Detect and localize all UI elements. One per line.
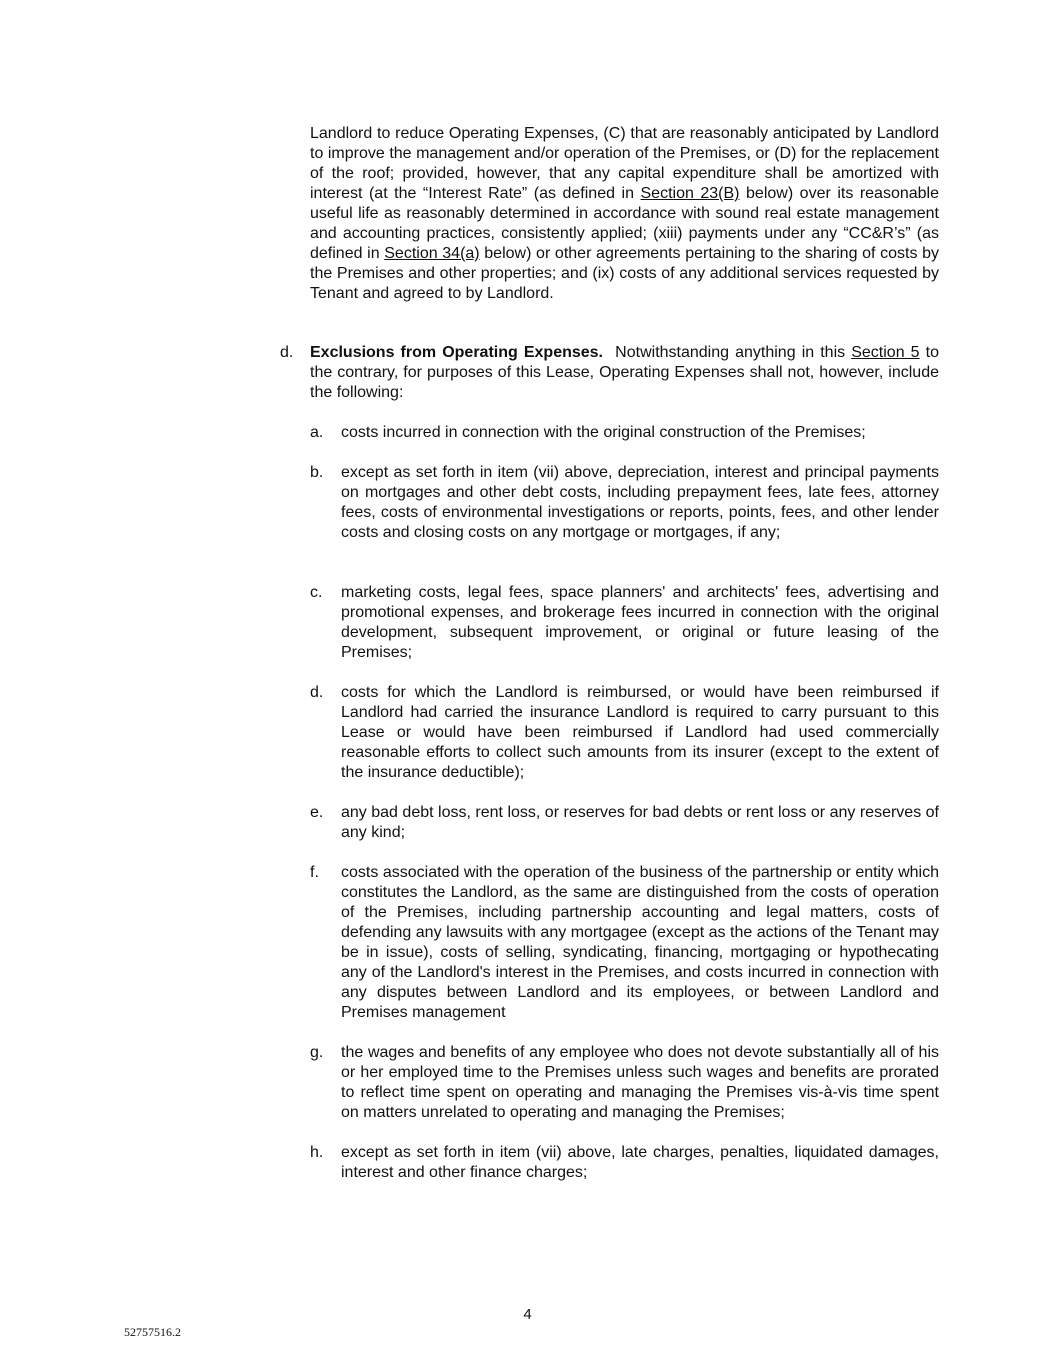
list-item-marker: e. [310, 804, 324, 821]
section-5-reference: Section 5 [851, 344, 920, 361]
list-item-marker: c. [310, 584, 323, 601]
section-d-heading: Exclusions from Operating Expenses. [310, 344, 604, 361]
section-d-text-1: Notwithstanding anything in this [603, 344, 852, 361]
page-number: 4 [523, 1306, 532, 1323]
list-item-marker: a. [310, 424, 324, 441]
section-d-text-2: to the contrary, for purposes of this Lease, Operating Expenses shall not, however, include the following: [310, 344, 940, 401]
section-d-body [310, 343, 939, 403]
list-item-marker: h. [310, 1144, 324, 1161]
continuation-paragraph [310, 124, 939, 304]
section-23b-reference: Section 23(B) [640, 185, 740, 202]
section-34a-reference: Section 34(a) [384, 245, 480, 262]
list-item-marker: f. [310, 864, 319, 881]
list-item-marker: d. [310, 684, 324, 701]
list-item-marker: b. [310, 464, 324, 481]
document-id: 52757516.2 [124, 1325, 181, 1339]
list-item-text: costs associated with the operation of the business of the partnership or entity which constitutes the Landlord, as the same are distinguished from the costs of operation of the Premises, including partnership accounting and legal matters, costs of defending any lawsuits with any mortgagee (except as the actions of the Tenant may be in issue), costs of selling, syndicating, financing, mortgaging or hypothecating any of the Landlord's interest in the Premises, and costs incurred in connection with any disputes between Landlord and its employees, or between Landlord and Premises management [341, 864, 939, 1021]
list-item-text: except as set forth in item (vii) above, late charges, penalties, liquidated damages, interest and other finance charges; [341, 1144, 939, 1181]
list-item-text: costs for which the Landlord is reimbursed, or would have been reimbursed if Landlord had carried the insurance Landlord is required to carry pursuant to this Lease or would have been reimbursed if Landlord had used commercially reasonable efforts to collect such amounts from its insurer (except to the extent of the insurance deductible); [341, 684, 939, 781]
list-item-text: the wages and benefits of any employee who does not devote substantially all of his or her employed time to the Premises unless such wages and benefits are prorated to reflect time spent on operating and managing the Premises vis-à-vis time spent on matters unrelated to operating and managing the Premises; [341, 1044, 939, 1121]
continuation-text-3: below) or other agreements pertaining to the sharing of costs by the Premises and other properties; and (ix) costs of any additional services requested by Tenant and agreed to by Landlord. [310, 245, 939, 302]
section-d-marker: d. [280, 344, 294, 361]
list-item-text: costs incurred in connection with the original construction of the Premises; [341, 424, 866, 441]
list-item-text: any bad debt loss, rent loss, or reserves for bad debts or rent loss or any reserves of any kind; [341, 804, 939, 841]
list-item-text: marketing costs, legal fees, space planners' and architects' fees, advertising and promotional expenses, and brokerage fees incurred in connection with the original development, subsequent improvement, or original or future leasing of the Premises; [341, 584, 939, 661]
continuation-text-2: below) over its reasonable useful life as reasonably determined in accordance with sound real estate management and accounting practices, consistently applied; (xiii) payments under any “CC&R’s” (as defined in [310, 185, 940, 262]
list-item-text: except as set forth in item (vii) above, depreciation, interest and principal payments on mortgages and other debt costs, including prepayment fees, late fees, attorney fees, costs of environmental investigations or reports, points, fees, and other lender costs and closing costs on any mortgage or mortgages, if any; [341, 464, 939, 541]
list-item-marker: g. [310, 1044, 324, 1061]
continuation-text-1: Landlord to reduce Operating Expenses, (C) that are reasonably anticipated by Landlord to improve the management and/or operation of the Premises, or (D) for the replacement of the roof; provided, however, that any capital expenditure shall be amortized with interest (at the “Interest Rate” (as defined in [310, 125, 939, 202]
